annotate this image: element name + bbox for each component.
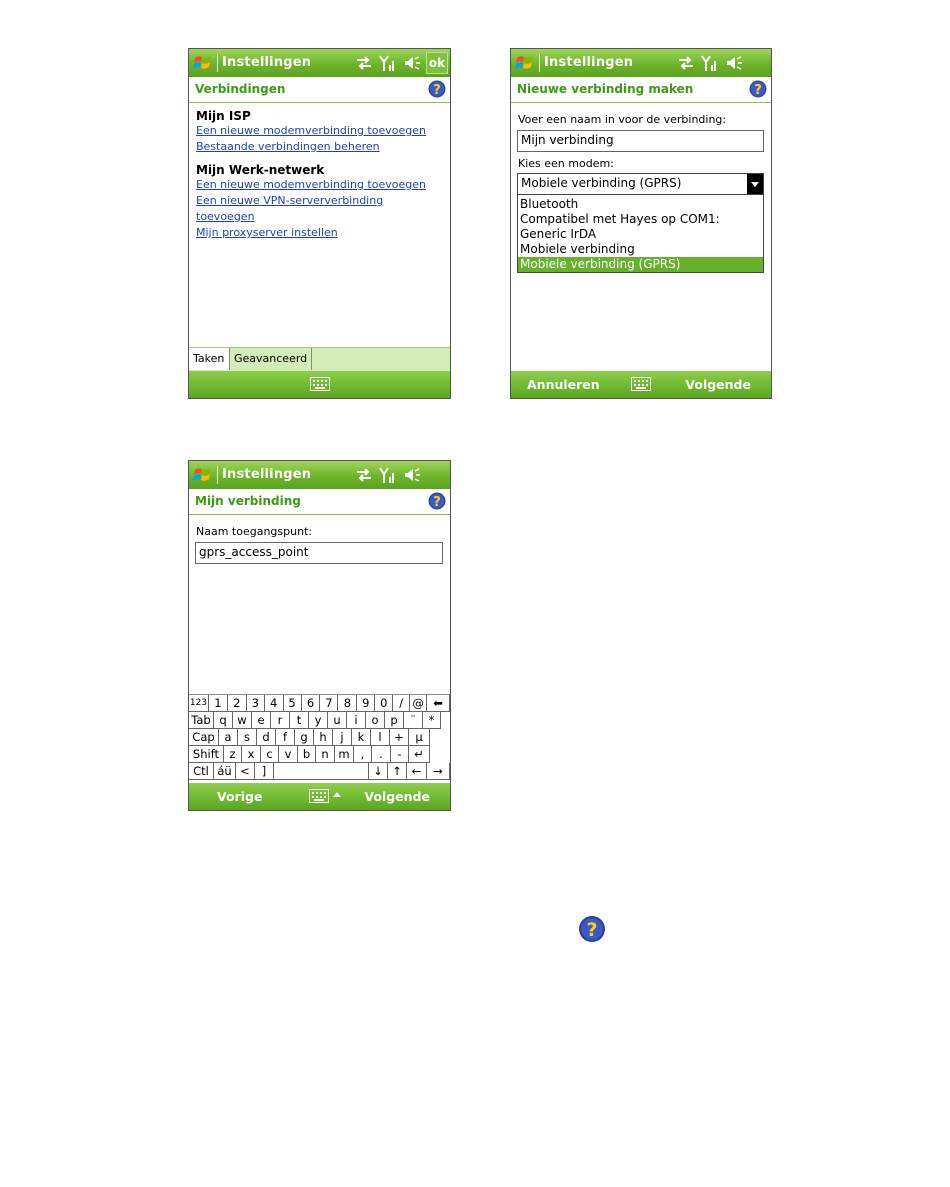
status-icons <box>355 465 421 485</box>
volume-icon[interactable] <box>725 55 743 71</box>
connection-name-input[interactable]: Mijn verbinding <box>517 130 764 152</box>
link-add-vpn[interactable]: Een nieuwe VPN-serververbinding toevoegen <box>196 194 384 223</box>
keyboard-row <box>189 729 450 746</box>
key[interactable]: j <box>333 729 352 746</box>
arrow-up-key[interactable]: ↑ <box>388 763 407 780</box>
access-point-input[interactable]: gprs_access_point <box>195 542 443 564</box>
space-key[interactable] <box>274 763 369 780</box>
ctrl-key[interactable]: Ctl <box>189 763 214 780</box>
section-title-work: Mijn Werk-netwerk <box>196 163 325 177</box>
key[interactable]: g <box>295 729 314 746</box>
key[interactable]: h <box>314 729 333 746</box>
key[interactable]: 5 <box>284 695 302 712</box>
keyboard-icon[interactable] <box>310 377 330 391</box>
key[interactable]: 1 <box>209 695 228 712</box>
link-manage-connections[interactable]: Bestaande verbindingen beheren <box>196 140 380 153</box>
connections-content <box>189 103 450 241</box>
keyboard-row <box>189 746 450 763</box>
screen-new-connection <box>510 48 772 399</box>
key[interactable]: p <box>385 712 404 729</box>
key[interactable]: ¨ <box>404 712 423 729</box>
status-icons <box>355 53 421 73</box>
title-separator <box>539 54 540 72</box>
key[interactable]: y <box>309 712 328 729</box>
key[interactable]: a <box>219 729 238 746</box>
key[interactable]: 6 <box>302 695 321 712</box>
key[interactable]: n <box>316 746 335 763</box>
page-header <box>189 489 450 515</box>
key-123[interactable]: 123 <box>189 695 209 712</box>
key[interactable]: x <box>242 746 261 763</box>
help-icon[interactable] <box>749 80 767 98</box>
cancel-button[interactable]: Annuleren <box>527 377 600 392</box>
tab-key[interactable]: Tab <box>189 712 214 729</box>
page-header <box>189 77 450 103</box>
svg-text:?: ? <box>433 83 441 98</box>
key[interactable]: 3 <box>247 695 265 712</box>
key[interactable]: + <box>390 729 409 746</box>
modem-option[interactable]: Generic IrDA <box>520 227 597 241</box>
signal-strength-icon[interactable] <box>379 54 397 72</box>
softkey-bar <box>189 783 450 810</box>
windows-logo-icon[interactable] <box>514 52 536 74</box>
signal-strength-icon[interactable] <box>701 54 719 72</box>
app-title: Instellingen <box>544 55 634 70</box>
key[interactable]: d <box>257 729 276 746</box>
connection-name-label: Voer een naam in voor de verbinding: <box>518 113 727 126</box>
key[interactable]: 7 <box>320 695 338 712</box>
title-separator <box>217 466 218 484</box>
key[interactable]: e <box>252 712 271 729</box>
help-icon <box>578 915 606 943</box>
back-button[interactable]: Vorige <box>217 789 263 804</box>
accents-key[interactable]: áü <box>214 763 236 780</box>
volume-icon[interactable] <box>403 467 421 483</box>
key[interactable]: r <box>271 712 290 729</box>
softkey-bar <box>511 371 771 398</box>
arrow-left-key[interactable]: ← <box>407 763 427 780</box>
softkey-bar <box>189 371 450 398</box>
modem-selected-value: Mobiele verbinding (GPRS) <box>521 176 682 190</box>
key[interactable]: l <box>371 729 390 746</box>
connectivity-icon[interactable] <box>355 55 373 71</box>
app-title: Instellingen <box>222 55 312 70</box>
keyboard-row <box>189 763 450 780</box>
signal-strength-icon[interactable] <box>379 466 397 484</box>
key[interactable]: - <box>391 746 409 763</box>
title-separator <box>217 54 218 72</box>
modem-option-selected[interactable]: Mobiele verbinding (GPRS) <box>518 257 763 272</box>
key[interactable]: v <box>279 746 298 763</box>
link-proxy-settings[interactable]: Mijn proxyserver instellen <box>196 226 338 239</box>
screen-connections <box>188 48 451 399</box>
backspace-key[interactable]: ⬅ <box>427 695 450 712</box>
key[interactable]: 8 <box>338 695 357 712</box>
key[interactable]: m <box>335 746 354 763</box>
modem-select[interactable] <box>517 173 764 195</box>
windows-logo-icon[interactable] <box>192 464 214 486</box>
title-bar <box>189 49 450 77</box>
key[interactable]: s <box>238 729 257 746</box>
key[interactable]: 4 <box>265 695 284 712</box>
modem-option[interactable]: Bluetooth <box>520 197 579 211</box>
section-title-isp: Mijn ISP <box>196 109 251 123</box>
key[interactable]: f <box>276 729 295 746</box>
title-bar <box>511 49 771 77</box>
next-button[interactable]: Volgende <box>685 377 751 392</box>
svg-text:?: ? <box>754 83 762 98</box>
shift-key[interactable]: Shift <box>189 746 224 763</box>
next-button[interactable]: Volgende <box>364 789 430 804</box>
key[interactable]: z <box>224 746 242 763</box>
key[interactable]: q <box>214 712 233 729</box>
key[interactable]: 0 <box>375 695 393 712</box>
page-title: Verbindingen <box>195 82 286 96</box>
caps-key[interactable]: Cap <box>189 729 219 746</box>
key[interactable]: 9 <box>357 695 375 712</box>
keyboard-row <box>189 695 450 712</box>
page-title: Mijn verbinding <box>195 494 301 508</box>
keyboard-icon[interactable] <box>631 377 651 391</box>
tab-bar <box>189 347 450 371</box>
arrow-right-key[interactable]: → <box>427 763 450 780</box>
key[interactable]: , <box>354 746 372 763</box>
page-title: Nieuwe verbinding maken <box>517 82 694 96</box>
key[interactable]: @ <box>410 695 427 712</box>
key[interactable]: ] <box>255 763 274 780</box>
key[interactable]: c <box>261 746 279 763</box>
tab-advanced[interactable]: Geavanceerd <box>230 348 312 370</box>
tab-tasks[interactable]: Taken <box>189 348 230 370</box>
ok-button[interactable]: ok <box>426 52 448 74</box>
access-point-label: Naam toegangspunt: <box>196 525 313 538</box>
key[interactable]: b <box>298 746 316 763</box>
modem-option[interactable]: Compatibel met Hayes op COM1: <box>520 212 720 226</box>
keyboard-icon[interactable] <box>309 789 329 803</box>
key[interactable]: 2 <box>228 695 247 712</box>
key[interactable]: k <box>352 729 371 746</box>
key[interactable]: µ <box>409 729 430 746</box>
link-add-modem-work[interactable]: Een nieuwe modemverbinding toevoegen <box>196 178 426 191</box>
svg-text:?: ? <box>586 919 598 941</box>
modem-options-list[interactable] <box>517 194 764 273</box>
svg-text:?: ? <box>433 495 441 510</box>
key[interactable]: i <box>347 712 366 729</box>
modem-option[interactable]: Mobiele verbinding <box>520 242 635 256</box>
modem-label: Kies een modem: <box>518 157 614 170</box>
help-icon[interactable] <box>428 492 446 510</box>
dropdown-arrow-button[interactable] <box>747 174 763 194</box>
status-icons <box>677 53 743 73</box>
keyboard-row <box>189 712 450 729</box>
page-header <box>511 77 771 103</box>
key[interactable]: * <box>423 712 441 729</box>
key[interactable]: w <box>233 712 252 729</box>
arrow-down-key[interactable]: ↓ <box>369 763 388 780</box>
key[interactable]: . <box>372 746 391 763</box>
app-title: Instellingen <box>222 467 312 482</box>
key[interactable]: < <box>236 763 255 780</box>
help-icon[interactable] <box>428 80 446 98</box>
enter-key[interactable]: ↵ <box>409 746 430 763</box>
input-menu-arrow-icon[interactable] <box>333 791 341 797</box>
key[interactable]: t <box>290 712 309 729</box>
key[interactable]: / <box>393 695 410 712</box>
chevron-down-icon <box>747 174 763 194</box>
link-add-modem-isp[interactable]: Een nieuwe modemverbinding toevoegen <box>196 124 426 137</box>
key[interactable]: u <box>328 712 347 729</box>
soft-keyboard <box>189 694 450 783</box>
connectivity-icon[interactable] <box>677 55 695 71</box>
volume-icon[interactable] <box>403 55 421 71</box>
windows-logo-icon[interactable] <box>192 52 214 74</box>
title-bar <box>189 461 450 489</box>
connectivity-icon[interactable] <box>355 467 373 483</box>
key[interactable]: o <box>366 712 385 729</box>
screen-access-point <box>188 460 451 811</box>
